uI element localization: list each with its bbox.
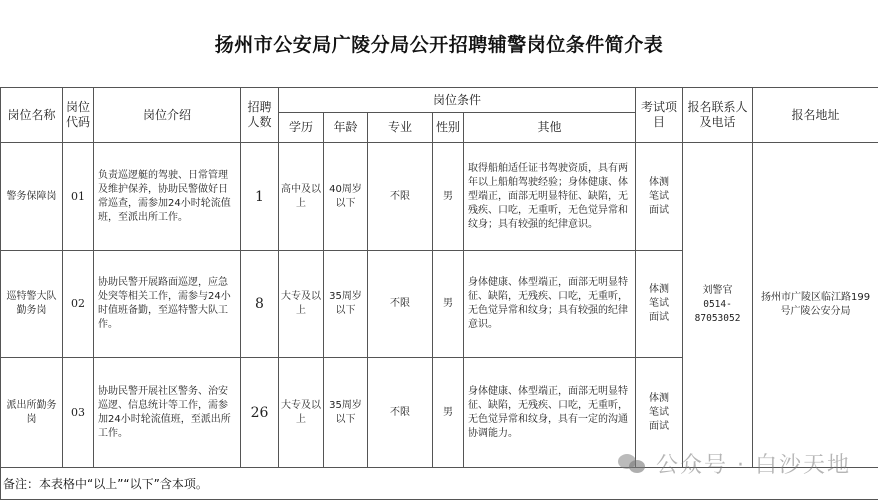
age: 35周岁以下 [324,251,368,358]
header-recruit-count: 招聘人数 [241,88,279,143]
other-requirements: 身体健康、体型端正，面部无明显特征、缺陷，无残疾、口吃，无重听，无色觉异常和纹身，具有一定的沟通协调能力。 [464,358,636,468]
contact-name: 刘警官 [702,285,733,296]
header-conditions: 岗位条件 [279,88,636,113]
header-gender: 性别 [433,113,464,143]
contact-cell [683,143,753,468]
education: 大专及以上 [279,251,324,358]
exam-items: 体测 笔试 面试 [636,143,683,251]
header-other: 其他 [464,113,636,143]
education: 大专及以上 [279,358,324,468]
position-code: 02 [63,251,94,358]
position-name: 巡特警大队勤务岗 [1,251,63,358]
header-row [1,88,878,113]
header-exam-items: 考试项目 [636,88,683,143]
gender: 男 [433,143,464,251]
other-requirements: 取得船舶适任证书驾驶资质，具有两年以上船舶驾驶经验；身体健康、体型端正，面部无明显特征、缺陷，无残疾、口吃，无重听，无色觉异常和纹身；具有较强的纪律意识。 [464,143,636,251]
contact-phone: 0514-87053052 [694,299,741,324]
position-code: 03 [63,358,94,468]
position-name: 派出所勤务岗 [1,358,63,468]
address-cell: 扬州市广陵区临江路199号广陵公安分局 [753,143,878,468]
header-contact: 报名联系人及电话 [683,88,753,143]
exam-items: 体测 笔试 面试 [636,251,683,358]
header-education: 学历 [279,113,324,143]
age: 35周岁以下 [324,358,368,468]
position-name: 警务保障岗 [1,143,63,251]
page-title: 扬州市公安局广陵分局公开招聘辅警岗位条件简介表 [214,34,664,56]
header-age: 年龄 [324,113,368,143]
age: 40周岁以下 [324,143,368,251]
position-intro: 协助民警开展路面巡逻，应急处突等相关工作，需参与24小时值班备勤，至巡特警大队工作。 [94,251,241,358]
header-position-code: 岗位代码 [63,88,94,143]
recruit-count: 1 [241,143,279,251]
note-row [1,468,878,500]
exam-items: 体测 笔试 面试 [636,358,683,468]
header-address: 报名地址 [753,88,878,143]
other-requirements: 身体健康、体型端正，面部无明显特征、缺陷，无残疾、口吃，无重听，无色觉异常和纹身；具有较强的纪律意识。 [464,251,636,358]
major: 不限 [368,251,433,358]
education: 高中及以上 [279,143,324,251]
position-intro: 负责巡逻艇的驾驶、日常管理及维护保养，协助民警做好日常巡查，需参加24小时轮流值班，至派出所工作。 [94,143,241,251]
footnote: 备注：本表格中“以上”“以下”含本项。 [1,468,878,500]
table-row [1,143,878,251]
position-intro: 协助民警开展社区警务、治安巡逻、信息统计等工作，需参加24小时轮流值班，至派出所工作。 [94,358,241,468]
major: 不限 [368,358,433,468]
header-position-intro: 岗位介绍 [94,88,241,143]
major: 不限 [368,143,433,251]
header-major: 专业 [368,113,433,143]
recruit-count: 8 [241,251,279,358]
gender: 男 [433,251,464,358]
recruit-count: 26 [241,358,279,468]
gender: 男 [433,358,464,468]
header-position-name: 岗位名称 [1,88,63,143]
position-code: 01 [63,143,94,251]
watermark-text: 公众号 · 白沙天地 [656,453,851,478]
positions-table [0,87,878,500]
